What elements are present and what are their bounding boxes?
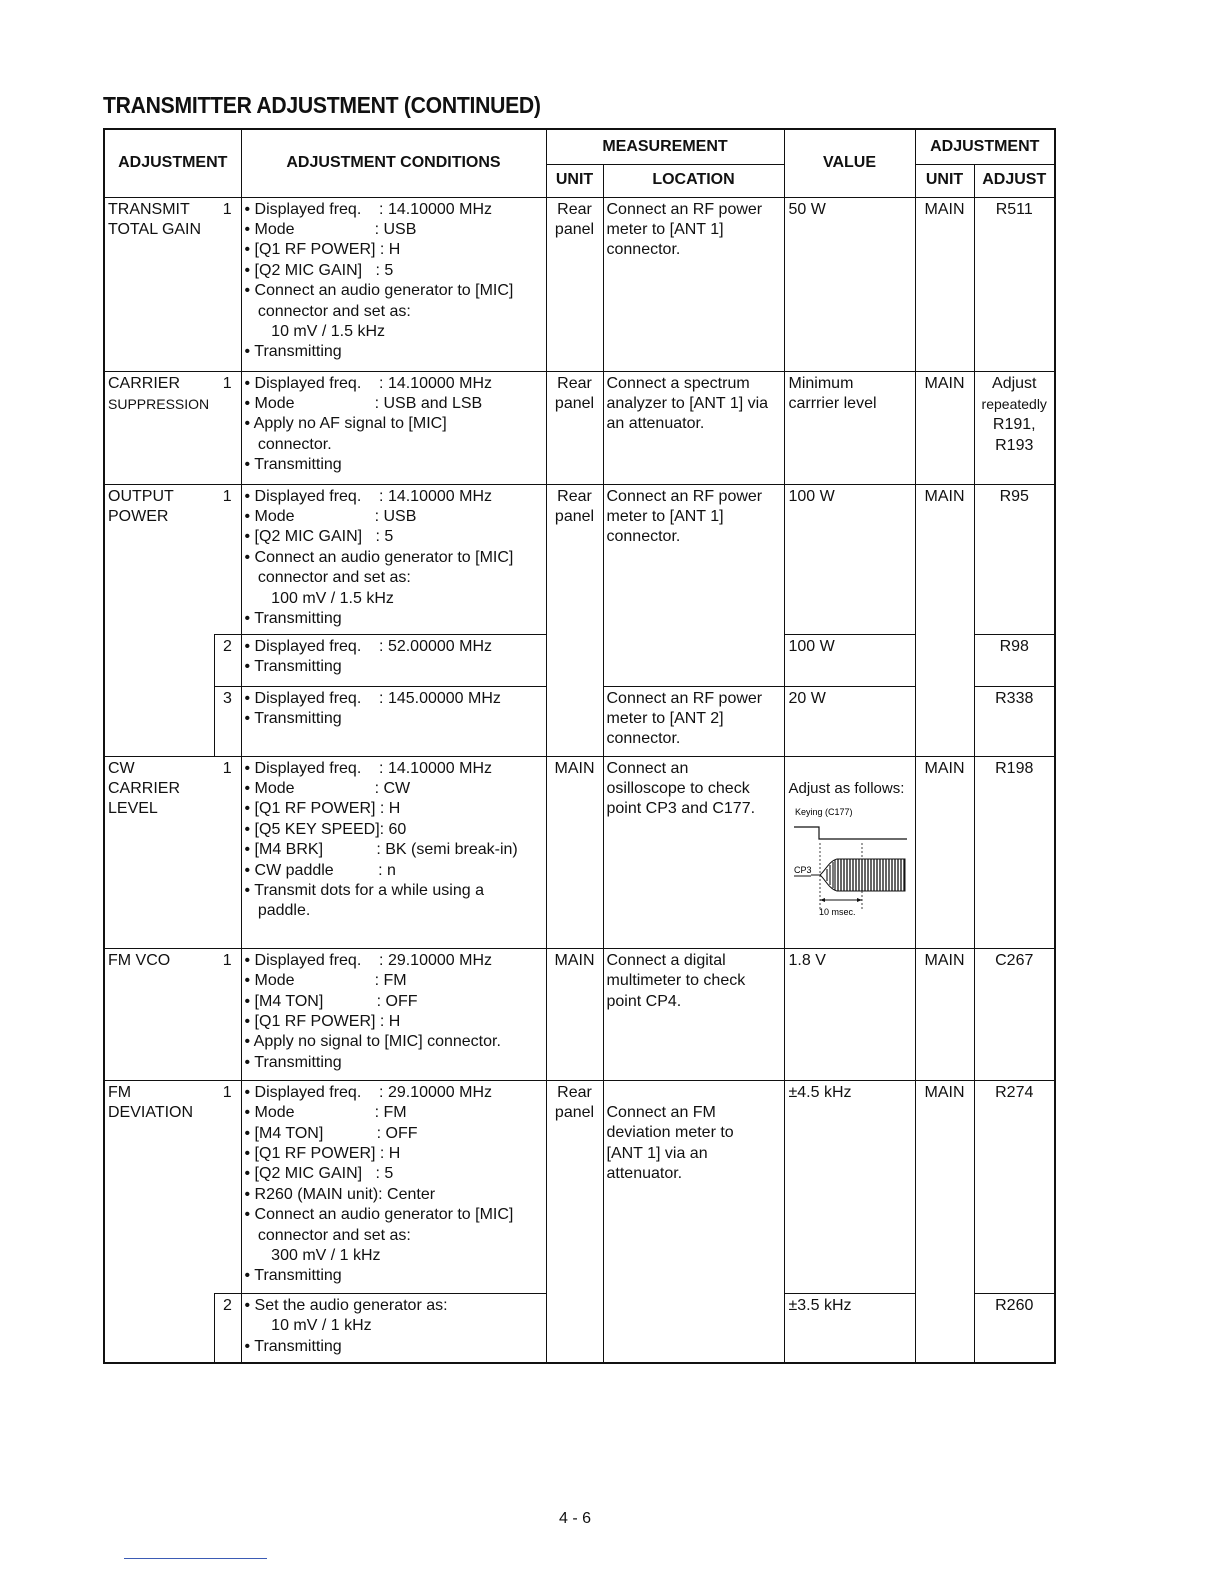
row-carrier-suppression [104,371,1055,484]
adjust-unit: MAIN [915,197,974,371]
conditions [241,1293,546,1363]
adjustment-name: CW CARRIER LEVEL [104,756,214,948]
step-number: 1 [214,197,241,371]
value: 1.8 V [784,948,915,1080]
condition-line: • R260 (MAIN unit): Center [244,1185,436,1203]
cp3-label: CP3 [793,865,812,876]
adjust-point: R511 [974,197,1055,371]
conditions [241,371,546,484]
adjust-point: R95 [974,484,1055,634]
conditions [241,686,546,756]
condition-line: • [Q2 MIC GAIN] : 5 [244,528,394,546]
condition-line: • Set the audio generator as: [244,1296,448,1314]
row-fm-deviation-1 [104,1080,1055,1293]
condition-line: • [Q1 RF POWER] : H [244,241,401,259]
condition-line: • Apply no signal to [MIC] connector. [244,1033,501,1051]
condition-line: • Transmitting [244,456,342,474]
measurement-unit: Rear panel [546,197,603,371]
time-arrow-right [857,898,862,902]
condition-line: 300 mV / 1 kHz [244,1246,381,1264]
step-number: 1 [214,1080,241,1293]
condition-line: • Connect an audio generator to [MIC] [244,282,514,300]
step-number: 1 [214,484,241,634]
adjust-point: R260 [974,1293,1055,1363]
value-text: Adjust as follows: [788,779,905,797]
conditions [241,197,546,371]
step-number: 3 [214,686,241,756]
condition-line: • Mode : CW [244,779,411,797]
step-number: 1 [214,948,241,1080]
time-label: 10 msec. [818,907,856,918]
condition-line: • Mode : USB [244,507,417,525]
condition-line: • Transmit dots for a while using a [244,881,484,899]
header-adjustment-unit: UNIT [915,164,974,197]
adjustment-name: TRANSMIT TOTAL GAIN [104,197,214,371]
condition-line: • [Q2 MIC GAIN] : 5 [244,261,394,279]
condition-line: • Transmitting [244,343,342,361]
adjustment-name-line1: CARRIER [108,374,181,392]
adjust-point-line3: R191, R193 [992,416,1036,454]
condition-line: connector and set as: [244,569,411,587]
footer-rule [124,1558,267,1559]
condition-line: • CW paddle : n [244,861,396,879]
measurement-location: Connect an osilloscope to check point CP3 and C177. [603,756,784,948]
condition-line: • Transmitting [244,1053,342,1071]
measurement-unit: Rear panel [546,371,603,484]
measurement-location: Connect a spectrum analyzer to [ANT 1] via an attenuator. [603,371,784,484]
header-adjustment: ADJUSTMENT [104,129,241,197]
condition-line: 10 mV / 1 kHz [244,1317,372,1335]
header-conditions: ADJUSTMENT CONDITIONS [241,129,546,197]
header-measurement-unit: UNIT [546,164,603,197]
condition-line: • [Q1 RF POWER] : H [244,1144,401,1162]
condition-line: • [M4 TON] : OFF [244,992,418,1010]
conditions [241,756,546,948]
adjustment-name: FM VCO [104,948,214,1080]
condition-line: paddle. [244,902,311,920]
header-value: VALUE [784,129,915,197]
condition-line: • Connect an audio generator to [MIC] [244,1206,514,1224]
condition-line: • Displayed freq. : 14.10000 MHz [244,374,492,392]
adjust-point: R338 [974,686,1055,756]
header-row-1 [104,129,1055,164]
condition-line: • Mode : USB and LSB [244,394,483,412]
conditions [241,948,546,1080]
step-number: 2 [214,1293,241,1363]
value: 100 W [784,484,915,634]
adjust-point: R198 [974,756,1055,948]
condition-line: connector and set as: [244,1226,411,1244]
header-adjustment-adjust: ADJUST [974,164,1055,197]
adjust-unit: MAIN [915,1080,974,1363]
measurement-unit: Rear panel [546,1080,603,1363]
row-cw-carrier-level [104,756,1055,948]
adjust-point-line2: repeatedly [981,395,1047,412]
adjust-unit: MAIN [915,484,974,756]
adjust-point-line1: Adjust [992,374,1037,392]
measurement-location: Connect an RF power meter to [ANT 2] connector. [603,686,784,756]
condition-line: • [Q1 RF POWER] : H [244,800,401,818]
condition-line: • Displayed freq. : 52.00000 MHz [244,637,492,655]
keying-label: Keying (C177) [794,807,853,818]
condition-line: • [Q1 RF POWER] : H [244,1012,401,1030]
adjustment-table [103,128,1056,1364]
condition-line: 100 mV / 1.5 kHz [244,589,394,607]
row-output-power-1 [104,484,1055,634]
cw-envelope [811,859,905,891]
condition-line: • Transmitting [244,657,342,675]
value: ±4.5 kHz [784,1080,915,1293]
adjustment-name [104,371,214,484]
measurement-location: Connect a digital multimeter to check point CP4. [603,948,784,1080]
condition-line: • Transmitting [244,1337,342,1355]
condition-line: • Displayed freq. : 29.10000 MHz [244,1083,492,1101]
measurement-location: Connect an RF power meter to [ANT 1] connector. [603,197,784,371]
condition-line: • Apply no AF signal to [MIC] [244,415,447,433]
adjustment-name: FM DEVIATION [104,1080,214,1363]
condition-line: • Connect an audio generator to [MIC] [244,548,514,566]
header-measurement-location: LOCATION [603,164,784,197]
row-fm-vco [104,948,1055,1080]
condition-line: • Displayed freq. : 145.00000 MHz [244,689,501,707]
adjust-point: C267 [974,948,1055,1080]
page-title: TRANSMITTER ADJUSTMENT (CONTINUED) [103,92,541,118]
condition-line: • Displayed freq. : 14.10000 MHz [244,759,492,777]
time-arrow-left [820,898,825,902]
condition-line: • [Q5 KEY SPEED]: 60 [244,820,407,838]
condition-line: • Transmitting [244,609,342,627]
adjust-point: R98 [974,634,1055,686]
adjust-point: R274 [974,1080,1055,1293]
adjust-unit: MAIN [915,948,974,1080]
measurement-location: Connect an RF power meter to [ANT 1] connector. [603,484,784,686]
measurement-unit: MAIN [546,756,603,948]
adjustment-name-line2: SUPPRESSION [108,395,210,412]
conditions [241,1080,546,1293]
step-number: 1 [214,371,241,484]
value: 20 W [784,686,915,756]
value: ±3.5 kHz [784,1293,915,1363]
adjust-unit: MAIN [915,756,974,948]
header-adjustment-group: ADJUSTMENT [915,129,1055,164]
condition-line: • Mode : FM [244,1104,407,1122]
conditions [241,484,546,634]
adjustment-name: OUTPUT POWER [104,484,214,756]
condition-line: • Transmitting [244,1267,342,1285]
adjust-point [974,371,1055,484]
condition-line: • Mode : USB [244,220,417,238]
header-measurement: MEASUREMENT [546,129,784,164]
page-number: 4 - 6 [558,1510,591,1527]
value: 100 W [784,634,915,686]
conditions [241,634,546,686]
condition-line: • Displayed freq. : 14.10000 MHz [244,487,492,505]
measurement-location-text: Connect an FM deviation meter to [ANT 1] via an attenuator. [606,1103,734,1182]
keying-waveform-figure [789,803,911,925]
measurement-unit: MAIN [546,948,603,1080]
condition-line: • [M4 BRK] : BK (semi break-in) [244,841,518,859]
adjust-unit: MAIN [915,371,974,484]
step-number: 1 [214,756,241,948]
condition-line: connector and set as: [244,302,411,320]
keying-trace [794,827,907,839]
condition-line: • [M4 TON] : OFF [244,1124,418,1142]
condition-line: • Displayed freq. : 14.10000 MHz [244,200,492,218]
value [784,756,915,948]
measurement-location [603,1080,784,1363]
measurement-unit: Rear panel [546,484,603,756]
value: Minimum carrrier level [784,371,915,484]
step-number: 2 [214,634,241,686]
row-transmit-total-gain [104,197,1055,371]
condition-line: • Mode : FM [244,972,407,990]
condition-line: • Displayed freq. : 29.10000 MHz [244,951,492,969]
condition-line: 10 mV / 1.5 kHz [244,322,385,340]
condition-line: connector. [244,435,332,453]
condition-line: • Transmitting [244,709,342,727]
value: 50 W [784,197,915,371]
condition-line: • [Q2 MIC GAIN] : 5 [244,1165,394,1183]
